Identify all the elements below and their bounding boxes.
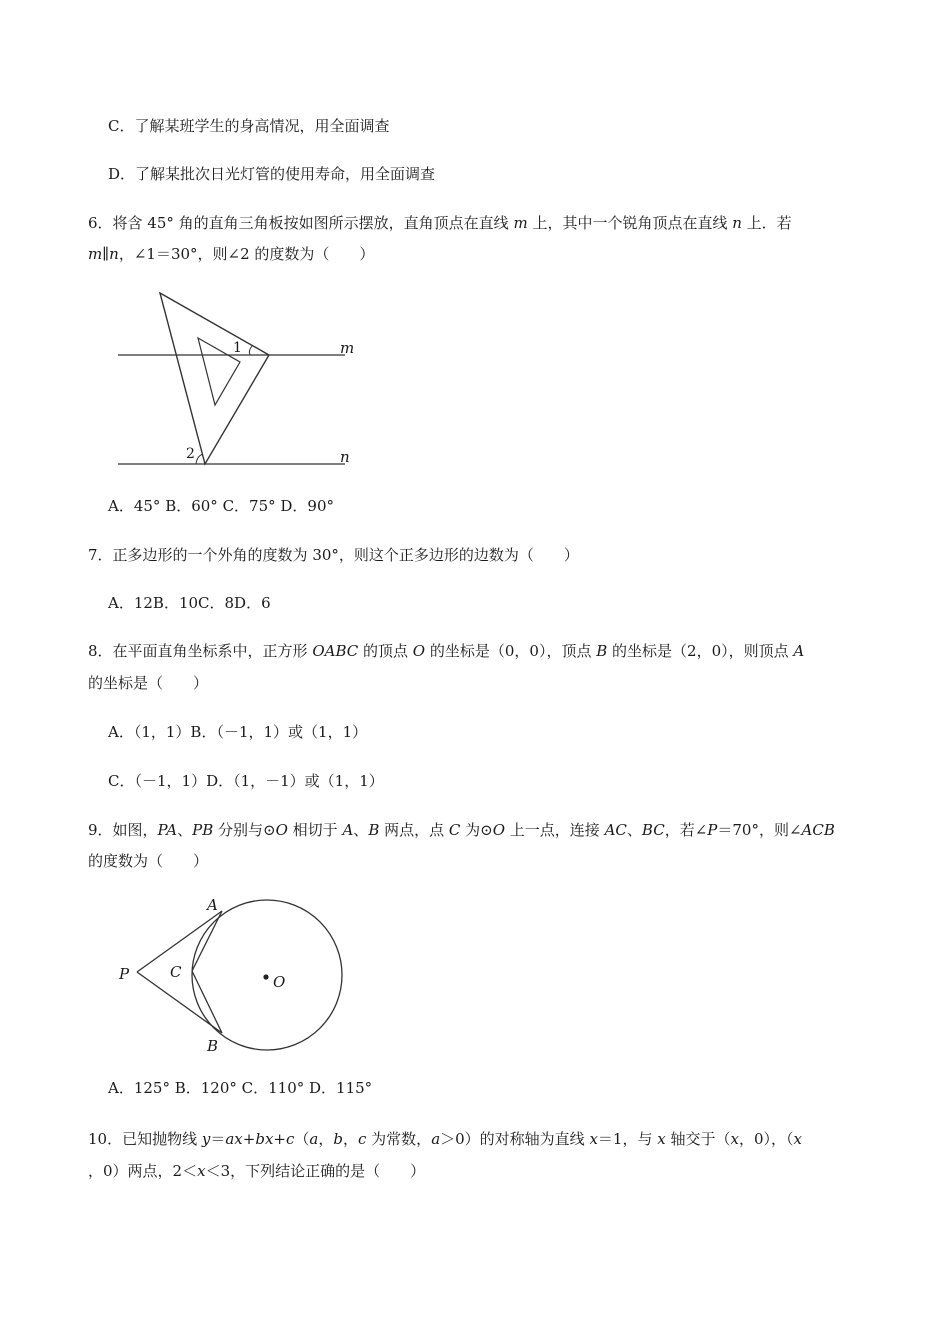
- q6-stem-line2: m∥n，∠1＝30°，则∠2 的度数为（ ）: [88, 245, 375, 263]
- q8-stem-line1: 8．在平面直角坐标系中，正方形 OABC 的顶点 O 的坐标是（0，0），顶点 B 的坐标是（2，0），则顶点 A: [88, 642, 805, 660]
- q6-options: A．45° B．60° C．75° D．90°: [108, 497, 335, 515]
- q6-label-n: n: [340, 448, 350, 466]
- center-dot: [263, 974, 268, 979]
- q9-label-p: P: [119, 965, 130, 983]
- q9-stem-line2: 的度数为（ ）: [88, 852, 209, 870]
- q9-label-o: O: [273, 973, 286, 991]
- q8-options-cd: C．（－1，1）D．（1，－1）或（1，1）: [108, 772, 384, 790]
- tangent-pb: [137, 972, 222, 1033]
- q6-stem-line1: 6．将含 45° 角的直角三角板按如图所示摆放，直角顶点在直线 m 上，其中一个锐角顶点在直线 n 上．若: [88, 214, 792, 232]
- q5-option-c: C．了解某班学生的身高情况，用全面调查: [108, 117, 390, 135]
- q6-label-1: 1: [233, 340, 242, 356]
- q7-options: A．12B．10C．8D．6: [108, 594, 271, 612]
- q9-stem-line1: 9．如图，PA、PB 分别与⊙O 相切于 A、B 两点，点 C 为⊙O 上一点，连接 AC、BC，若∠P＝70°，则∠ACB: [88, 821, 835, 839]
- q10-stem-line2: ，0）两点，2＜x＜3，下列结论正确的是（ ）: [88, 1162, 426, 1180]
- chord-ac: [192, 911, 222, 971]
- q6-label-2: 2: [186, 446, 195, 462]
- q9-label-c: C: [170, 963, 182, 981]
- q9-label-a: A: [207, 896, 218, 914]
- q10-stem-line1: 10．已知抛物线 y＝ax+bx+c（a，b，c 为常数，a＞0）的对称轴为直线 x＝1，与 x 轴交于（x，0），（x: [88, 1130, 802, 1148]
- q9-label-b: B: [207, 1037, 219, 1055]
- q9-options: A．125° B．120° C．110° D．115°: [108, 1079, 373, 1097]
- q8-stem-line2: 的坐标是（ ）: [88, 674, 209, 692]
- q8-options-ab: A．（1，1）B．（－1，1）或（1，1）: [108, 723, 368, 741]
- q6-label-m: m: [340, 339, 355, 357]
- q5-option-d: D．了解某批次日光灯管的使用寿命，用全面调查: [108, 165, 436, 183]
- q7-stem: 7．正多边形的一个外角的度数为 30°，则这个正多边形的边数为（ ）: [88, 546, 579, 564]
